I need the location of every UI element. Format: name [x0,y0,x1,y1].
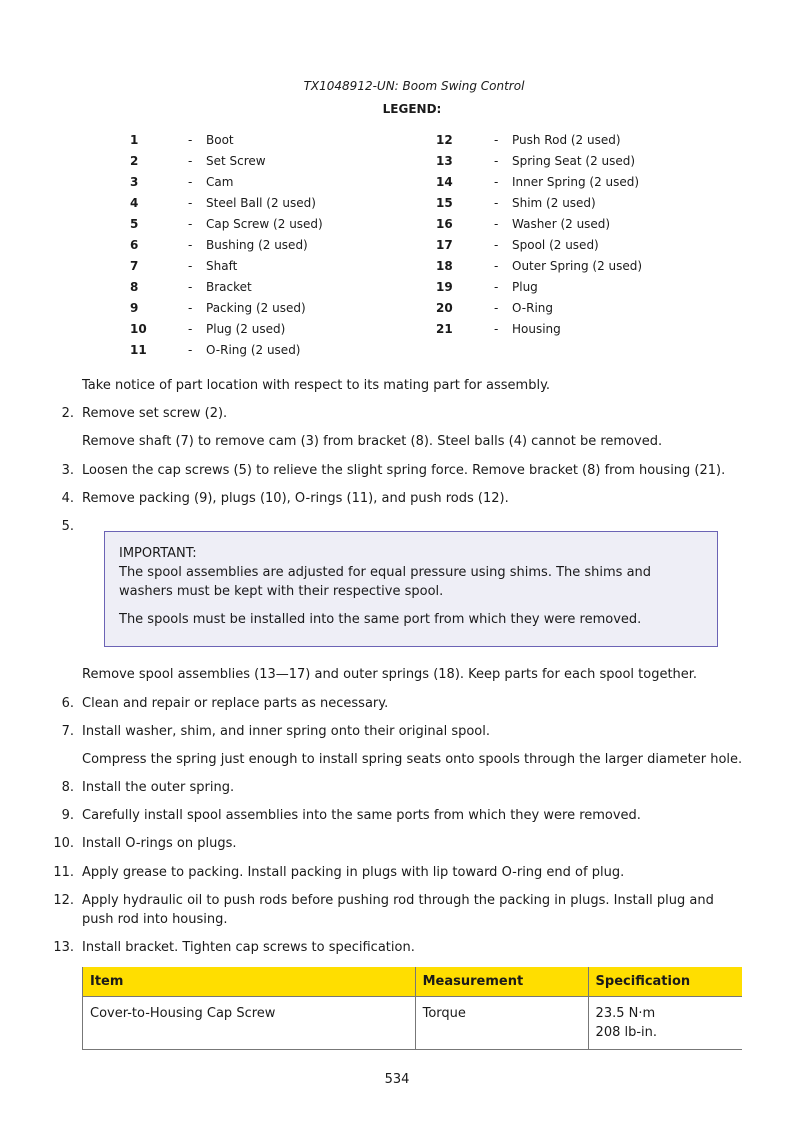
step-text: Remove spool assemblies (13—17) and outer springs (18). Keep parts for each spool together. [82,667,698,682]
legend-item-label: Cam [206,175,234,189]
legend-item-label: Housing [512,322,561,336]
step-text: Carefully install spool assemblies into the same ports from which they were removed. [82,808,641,823]
legend-item-dash: - [188,259,193,273]
table-header-specification: Specification [588,967,742,997]
legend-item-label: O-Ring [512,301,554,315]
step-number: 7. [61,724,74,739]
legend-item-label: Steel Ball (2 used) [206,196,316,210]
legend-item-number: 9 [130,301,139,315]
legend-item-dash: - [188,322,193,336]
legend-item-dash: - [494,259,499,273]
legend-item-dash: - [188,343,193,357]
legend-item-dash: - [188,196,193,210]
legend-item-number: 6 [130,238,139,252]
legend-title: LEGEND: [382,102,442,116]
legend-item-dash: - [494,280,499,294]
step-note: Compress the spring just enough to install spring seats onto spools through the larger diameter hole. [82,752,743,767]
step-text: Install bracket. Tighten cap screws to specification. [82,940,415,955]
step-text: Remove set screw (2). [82,406,228,421]
legend-item-number: 12 [436,133,453,147]
step-text: Install O-rings on plugs. [82,836,237,851]
legend-item-number: 21 [436,322,453,336]
legend-item-label: Packing (2 used) [206,301,306,315]
step-text: Clean and repair or replace parts as necessary. [82,696,389,711]
legend-item-number: 16 [436,217,453,231]
legend-item-dash: - [188,238,193,252]
legend-item-dash: - [494,238,499,252]
important-text: The spools must be installed into the same port from which they were removed. [119,612,642,627]
step-number: 5. [61,519,74,534]
legend-item-dash: - [188,217,193,231]
legend-item-number: 2 [130,154,139,168]
legend-item-number: 10 [130,322,147,336]
legend-item-dash: - [494,133,499,147]
spec-imperial: 208 lb-in. [595,1025,658,1040]
step-number: 9. [61,808,74,823]
step-number: 3. [61,463,74,478]
legend-item-number: 13 [436,154,453,168]
legend-item-label: Cap Screw (2 used) [206,217,323,231]
legend-item-label: Spring Seat (2 used) [512,154,636,168]
table-header-row [83,967,743,997]
important-label: IMPORTANT: [119,546,197,561]
table-header-measurement: Measurement [415,967,588,997]
step-number: 4. [61,491,74,506]
step-text: Apply hydraulic oil to push rods before pushing rod through the packing in plugs. Install plug and push rod into housing. [82,893,714,927]
important-notice [104,531,718,647]
legend-item-number: 5 [130,217,139,231]
legend-item-dash: - [188,133,193,147]
legend-item-dash: - [188,301,193,315]
legend-item-dash: - [494,154,499,168]
legend-item-number: 11 [130,343,147,357]
intro-note: Take notice of part location with respect to its mating part for assembly. [82,378,551,393]
legend-item-number: 15 [436,196,453,210]
legend-item-number: 7 [130,259,139,273]
step-text: Install the outer spring. [82,780,235,795]
legend-item-dash: - [494,301,499,315]
legend-item-dash: - [188,154,193,168]
legend-item-label: Bracket [206,280,252,294]
legend-item-number: 20 [436,301,453,315]
table-cell-item: Cover-to-Housing Cap Screw [83,997,416,1050]
legend-item-number: 14 [436,175,453,189]
step-number: 13. [53,940,74,955]
legend-item-number: 17 [436,238,453,252]
step-text: Remove packing (9), plugs (10), O-rings (11), and push rods (12). [82,491,509,506]
step-note: Remove shaft (7) to remove cam (3) from bracket (8). Steel balls (4) cannot be removed. [82,434,663,449]
specification-table [82,967,742,1050]
figure-caption: TX1048912-UN: Boom Swing Control [303,79,525,93]
legend-item-number: 3 [130,175,139,189]
legend-item-label: Inner Spring (2 used) [512,175,640,189]
legend-item-dash: - [494,322,499,336]
page-number: 534 [384,1072,410,1087]
legend-item-number: 8 [130,280,139,294]
legend-item-label: Washer (2 used) [512,217,611,231]
legend-item-number: 19 [436,280,453,294]
spec-metric: 23.5 N·m [595,1006,656,1021]
legend-item-label: O-Ring (2 used) [206,343,301,357]
legend-item-label: Plug (2 used) [206,322,286,336]
table-cell-specification [588,997,742,1050]
step-number: 12. [53,893,74,908]
legend-item-label: Set Screw [206,154,266,168]
legend-item-dash: - [188,175,193,189]
legend-item-label: Outer Spring (2 used) [512,259,643,273]
step-number: 6. [61,696,74,711]
legend-item-dash: - [494,217,499,231]
table-header-item: Item [83,967,416,997]
legend-item-dash: - [494,196,499,210]
legend-item-number: 18 [436,259,453,273]
legend-item-number: 4 [130,196,139,210]
table-cell-measurement: Torque [415,997,588,1050]
step-number: 11. [53,865,74,880]
step-text: Loosen the cap screws (5) to relieve the slight spring force. Remove bracket (8) from housing (21). [82,463,726,478]
step-text: Install washer, shim, and inner spring onto their original spool. [82,724,490,739]
legend-item-dash: - [188,280,193,294]
important-text: The spool assemblies are adjusted for equal pressure using shims. The shims and washers must be kept with their respective spool. [119,565,652,599]
step-number: 2. [61,406,74,421]
step-number: 10. [53,836,74,851]
legend-item-label: Push Rod (2 used) [512,133,621,147]
step-text: Apply grease to packing. Install packing in plugs with lip toward O-ring end of plug. [82,865,625,880]
legend-item-label: Plug [512,280,538,294]
legend-item-number: 1 [130,133,139,147]
table-row [83,997,743,1050]
legend-item-dash: - [494,175,499,189]
legend-item-label: Shaft [206,259,238,273]
legend-item-label: Spool (2 used) [512,238,599,252]
legend-item-label: Bushing (2 used) [206,238,308,252]
step-number: 8. [61,780,74,795]
legend-item-label: Shim (2 used) [512,196,596,210]
legend-item-label: Boot [206,133,234,147]
